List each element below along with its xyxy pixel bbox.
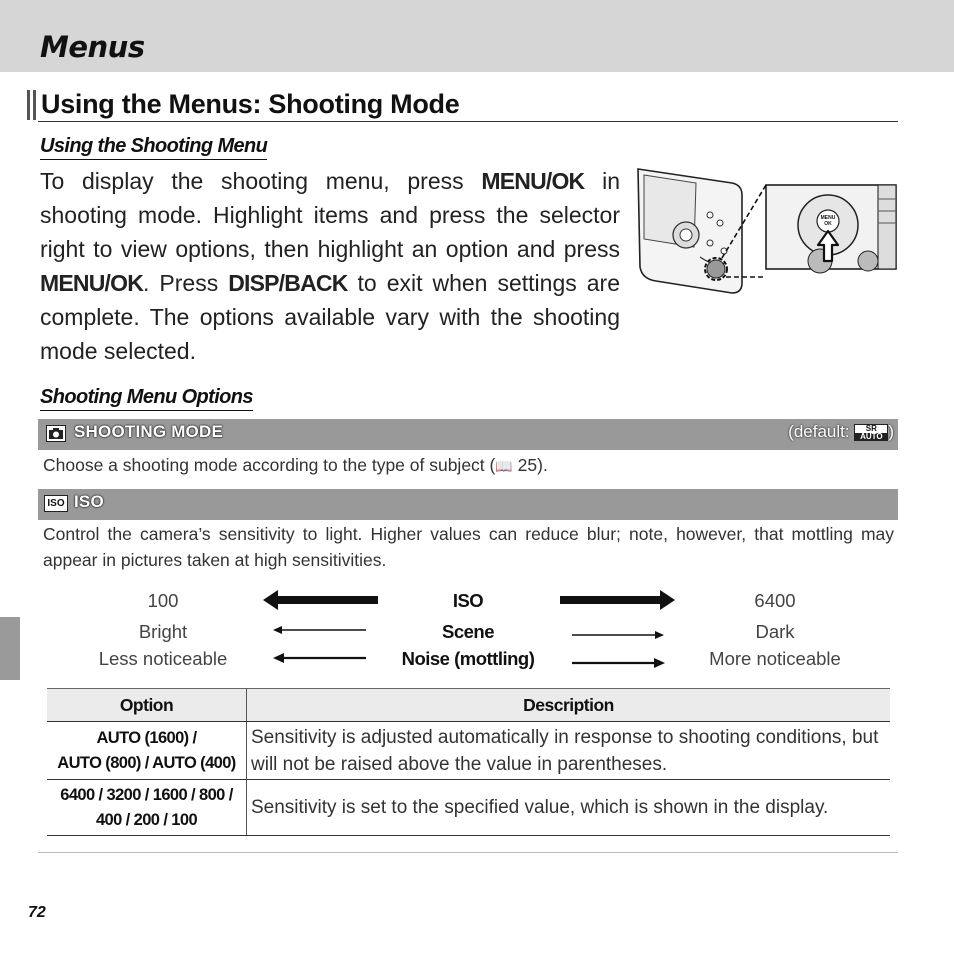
option-column-header: Option	[47, 689, 247, 722]
chapter-tab	[0, 617, 20, 680]
disp-back-key: DISP/BACK	[228, 270, 348, 296]
iso-low-value: 100	[147, 590, 179, 611]
noise-more-label: More noticeable	[709, 648, 841, 669]
page-number: 72	[28, 904, 46, 921]
scene-dark-label: Dark	[755, 621, 795, 642]
menu-ok-key: MENU/OK	[481, 168, 585, 194]
left-arrow-scene	[273, 626, 282, 634]
scene-row-label: Scene	[441, 621, 494, 642]
iso-label: ISO	[74, 492, 104, 511]
right-arrow-noise	[654, 658, 665, 668]
section-title: Using the Menus: Shooting Mode	[41, 89, 460, 119]
options-heading: Shooting Menu Options	[40, 386, 253, 411]
iso-row-label: ISO	[452, 590, 484, 611]
shooting-mode-description: Choose a shooting mode according to the type of subject (📖 25).	[43, 455, 548, 475]
bottom-rule	[38, 852, 898, 853]
table-header-row	[47, 689, 890, 722]
option-cell: AUTO (1600) / AUTO (800) / AUTO (400)	[47, 722, 247, 780]
shooting-mode-default: (default: SR AUTO )	[788, 422, 894, 442]
menu-ok-key: MENU/OK	[40, 270, 144, 296]
left-arrow-noise	[273, 653, 284, 663]
table-row	[47, 780, 890, 836]
svg-text:MENU: MENU	[820, 215, 836, 221]
book-reference-icon: 📖	[495, 458, 513, 474]
description-cell: Sensitivity is set to the specified value, which is shown in the display.	[247, 780, 891, 836]
intro-paragraph: To display the shooting menu, press MENU/OK in shooting mode. Highlight items and press the selector right to view options, then highlight an option and press MENU/OK. Press DISP/BACK to exit when settings are complete. The options available vary with the shooting mode selected.	[40, 168, 621, 364]
right-arrow-scene	[655, 631, 664, 639]
iso-description: Control the camera’s sensitivity to light. Higher values can reduce blur; note, however, that mottling may appear in pictures taken at high sensitivities.	[43, 524, 894, 570]
scene-bright-label: Bright	[138, 621, 188, 642]
sr-auto-icon: SR AUTO	[854, 424, 888, 441]
iso-high-value: 6400	[754, 590, 796, 611]
noise-less-label: Less noticeable	[98, 648, 228, 669]
noise-row-label: Noise (mottling)	[401, 648, 535, 669]
iso-options-table	[47, 688, 890, 836]
chapter-title: Menus	[40, 30, 145, 64]
using-menu-heading: Using the Shooting Menu	[40, 135, 267, 160]
description-cell: Sensitivity is adjusted automatically in response to shooting conditions, but will not be raised above the value in parentheses.	[247, 722, 891, 780]
table-row	[47, 722, 890, 780]
option-cell: 6400 / 3200 / 1600 / 800 / 400 / 200 / 100	[47, 780, 247, 836]
svg-text:OK: OK	[824, 221, 832, 227]
right-arrow-thick	[560, 590, 675, 610]
iso-icon: ISO	[44, 495, 68, 512]
shooting-mode-label: SHOOTING MODE	[74, 422, 223, 441]
left-arrow-thick	[263, 590, 378, 610]
description-column-header: Description	[247, 689, 891, 722]
